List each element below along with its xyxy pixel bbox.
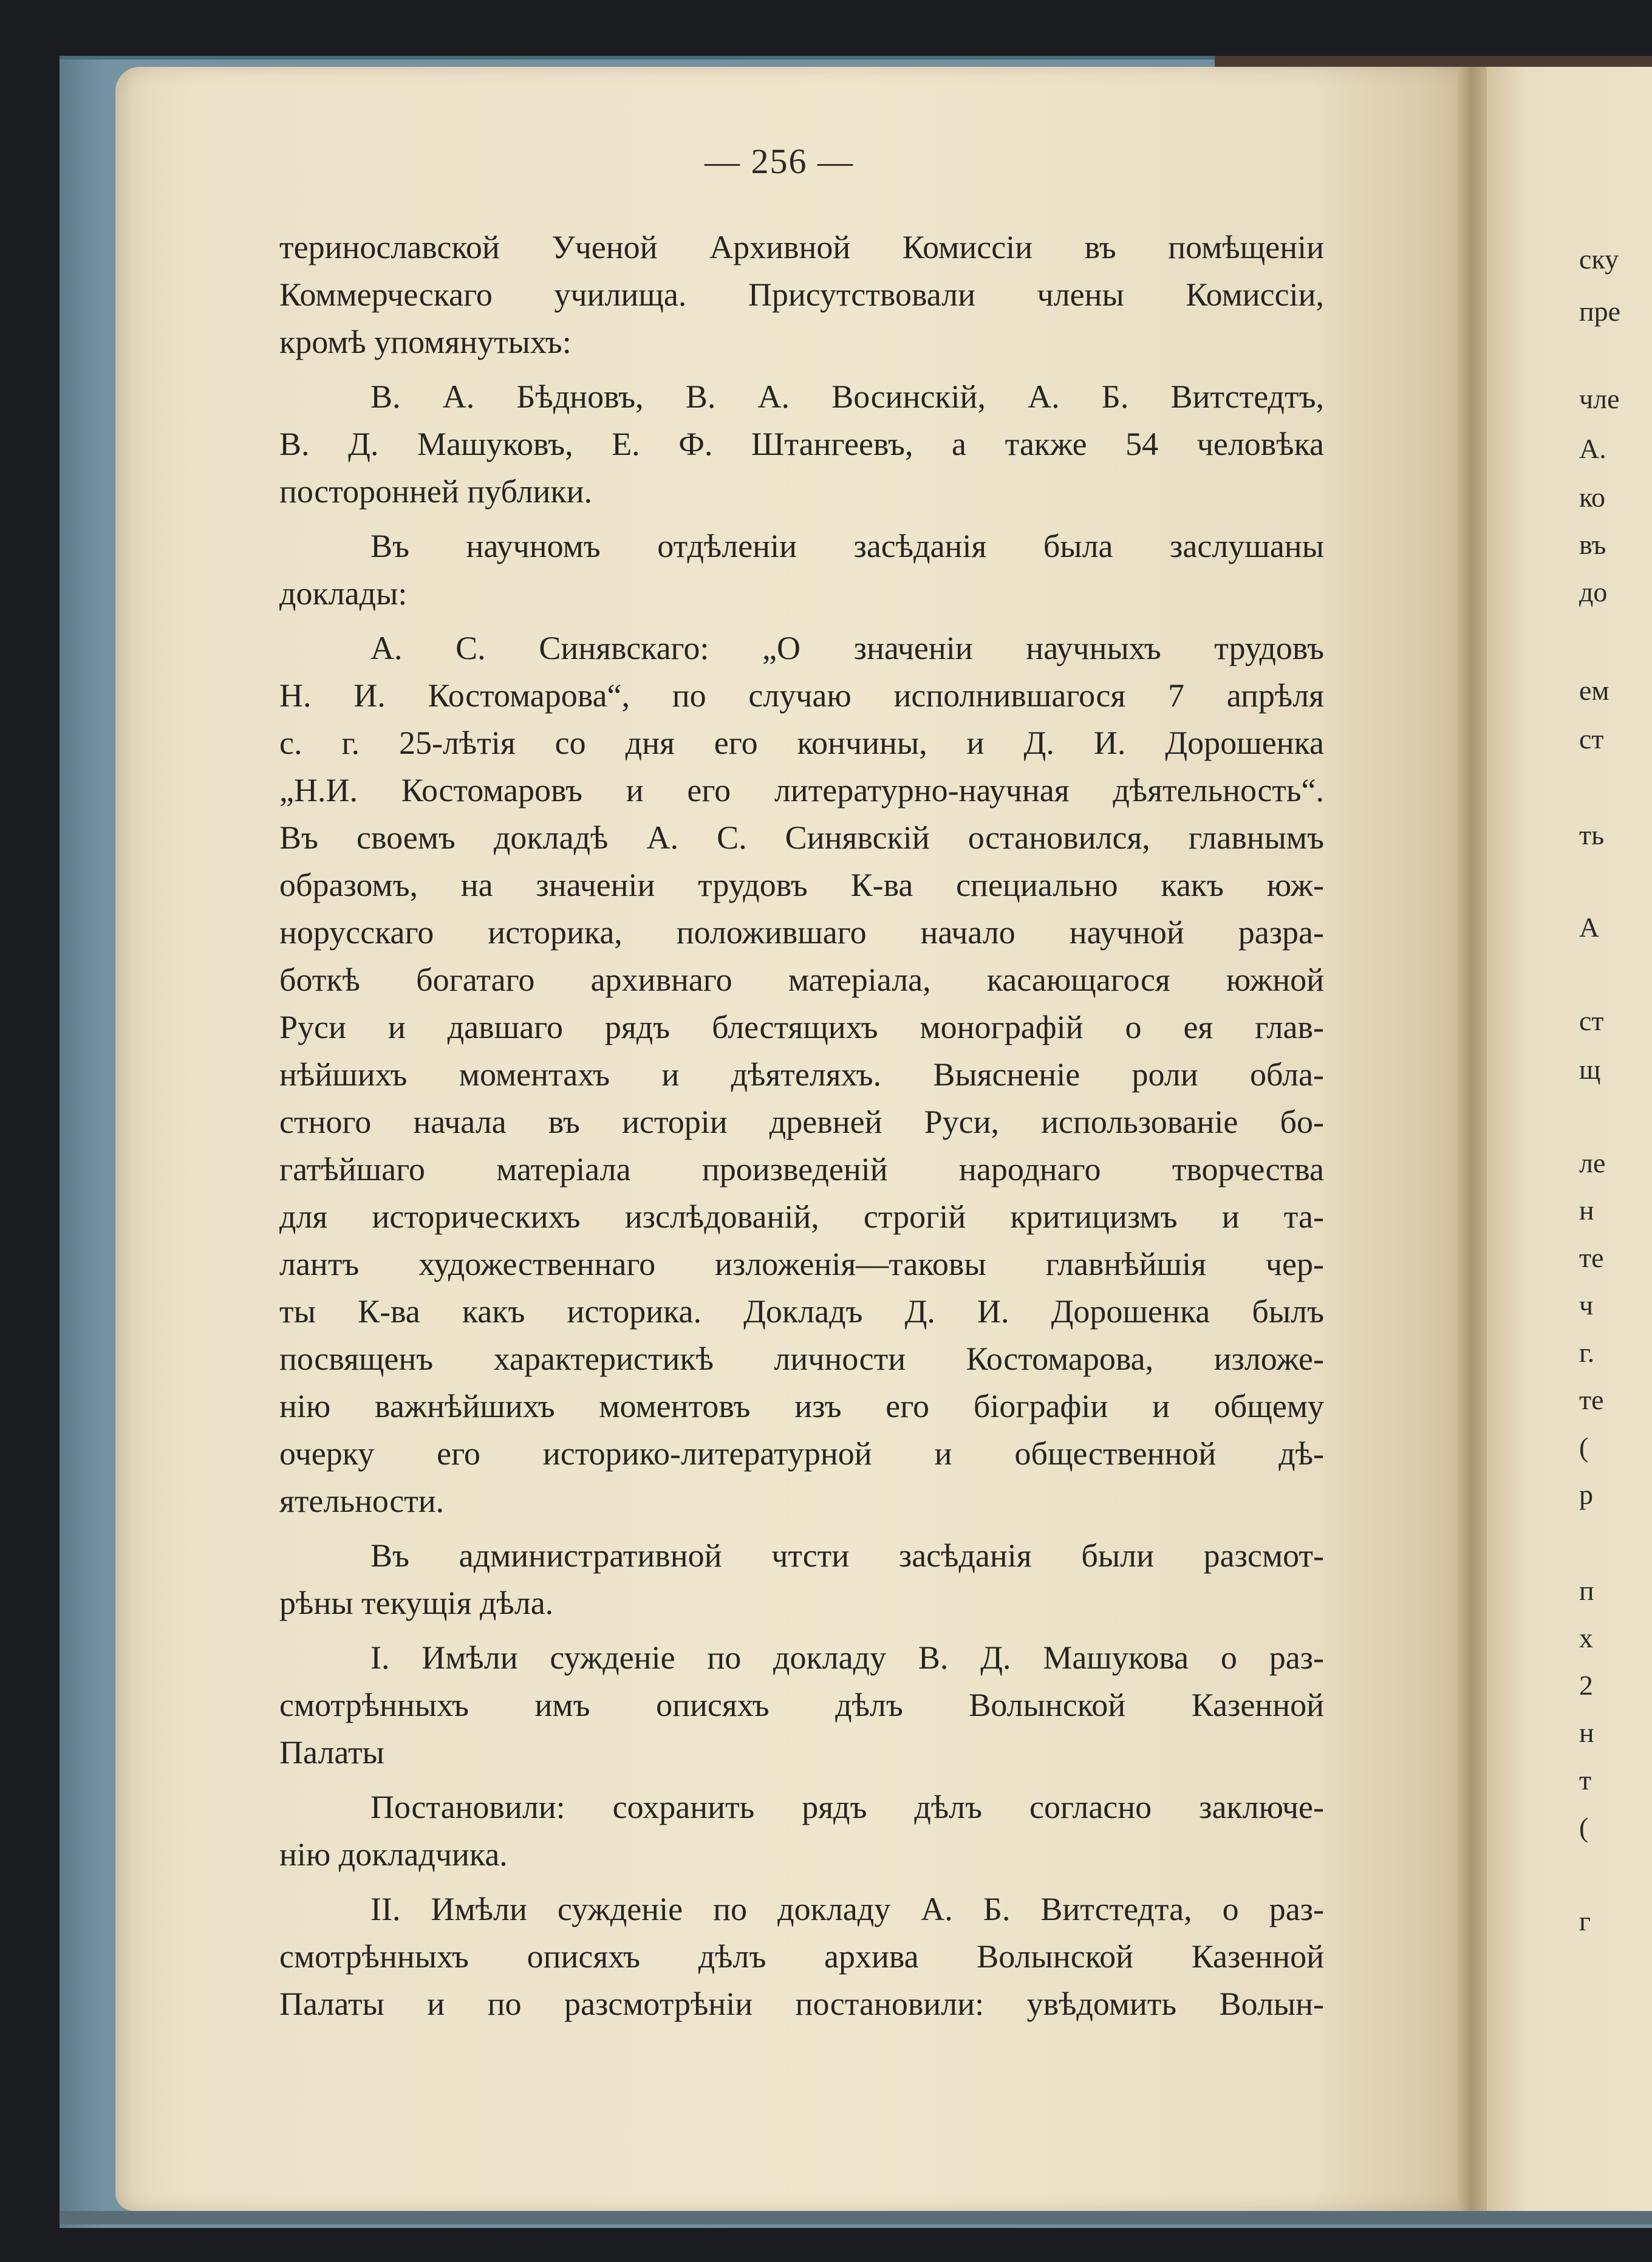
text-line: Палаты [279, 1734, 384, 1771]
right-page-fragment: ко [1579, 482, 1606, 513]
text-line: Въ административной чтсти засѣданiя были разсмот- [370, 1537, 1324, 1574]
text-line: лантъ художественнаго изложенiя—таковы главнѣйшiя чер- [279, 1246, 1324, 1282]
text-line: Н. И. Костомарова“, по случаю исполнившагося 7 апрѣля [279, 677, 1324, 714]
right-page-fragment: ст [1579, 1005, 1604, 1036]
right-page-fragment: ле [1579, 1147, 1606, 1178]
text-line: образомъ, на значенiи трудовъ К-ва специально какъ юж- [279, 867, 1324, 903]
text-line: II. Имѣли сужденiе по докладу А. Б. Витстедта, о раз- [370, 1891, 1324, 1927]
page-body-text [279, 224, 1324, 2028]
right-page-fragment: те [1579, 1242, 1604, 1273]
book-bottom-edge [60, 2211, 1652, 2224]
right-page-text-fragments [1579, 0, 1652, 2262]
right-page-fragment: ст [1579, 723, 1604, 754]
right-page-fragment: р [1579, 1479, 1593, 1510]
text-line: „Н.И. Костомаровъ и его литературно-научная дѣятельность“. [279, 772, 1324, 808]
text-line: Въ научномъ отдѣленiи засѣданiя была заслушаны [370, 528, 1324, 564]
right-page-fragment: н [1579, 1195, 1594, 1226]
right-page-fragment: н [1579, 1717, 1594, 1748]
right-page-fragment: А. [1579, 433, 1606, 464]
right-page-fragment: г [1579, 1905, 1591, 1936]
text-line: стного начала въ исторiи древней Руси, использованiе бо- [279, 1104, 1324, 1140]
text-line: смотрѣнныхъ имъ описяхъ дѣлъ Волынской Казенной [279, 1687, 1324, 1723]
text-line: нѣйшихъ моментахъ и дѣятеляхъ. Выясненiе роли обла- [279, 1056, 1324, 1093]
text-line: с. г. 25-лѣтiя со дня его кончины, и Д. И. Дорошенка [279, 725, 1324, 761]
right-page-fragment: пре [1579, 296, 1621, 327]
text-line: норусскаго историка, положившаго начало научной разра- [279, 914, 1324, 951]
text-line: I. Имѣли сужденiе по докладу В. Д. Машукова о раз- [370, 1639, 1324, 1676]
text-line: В. Д. Машуковъ, Е. Ф. Штангеевъ, а также 54 человѣка [279, 426, 1324, 462]
text-line: нiю важнѣйшихъ моментовъ изъ его бiографiи и общему [279, 1388, 1324, 1424]
right-page-fragment: х [1579, 1622, 1593, 1653]
text-line: гатѣйшаго матерiала произведенiй народнаго творчества [279, 1151, 1324, 1187]
text-line: Руси и давшаго рядъ блестящихъ монографiй о ея глав- [279, 1009, 1324, 1045]
text-line: смотрѣнныхъ описяхъ дѣлъ архива Волынской Казенной [279, 1938, 1324, 1975]
right-page-fragment: щ [1579, 1054, 1601, 1085]
right-page-fragment: ть [1579, 819, 1605, 850]
text-line: ты К-ва какъ историка. Докладъ Д. И. Дорошенка былъ [279, 1293, 1324, 1330]
text-line: Въ своемъ докладѣ А. С. Синявскiй остановился, главнымъ [279, 819, 1324, 856]
text-line: посвященъ характеристикѣ личности Костомарова, изложе- [279, 1341, 1324, 1377]
right-page-fragment: ску [1579, 244, 1619, 275]
text-line: Коммерческаго училища. Присутствовали члены Комиссiи, [279, 276, 1324, 313]
text-line: нiю докладчика. [279, 1836, 508, 1873]
right-page-fragment: ч [1579, 1290, 1594, 1321]
right-page-fragment: г. [1579, 1337, 1595, 1368]
text-line: Палаты и по разсмотрѣнiи постановили: увѣдомить Волын- [279, 1986, 1324, 2022]
text-line: боткѣ богатаго архивнаго матерiала, касающагося южной [279, 962, 1324, 998]
text-line: ятельности. [279, 1483, 445, 1519]
text-line: посторонней публики. [279, 473, 593, 510]
right-page-fragment: ем [1579, 675, 1609, 706]
text-line: рѣны текущiя дѣла. [279, 1585, 554, 1621]
text-line: териноcлавской Ученой Архивной Комиссiи въ помѣщенiи [279, 229, 1324, 265]
text-line: доклады: [279, 575, 408, 612]
text-line: для историческихъ изслѣдованiй, строгiй критицизмъ и та- [279, 1198, 1324, 1235]
right-page-fragment: т [1579, 1765, 1592, 1796]
right-page-fragment: п [1579, 1575, 1594, 1606]
text-line: В. А. Бѣдновъ, В. А. Восинскiй, А. Б. Витстедтъ, [370, 378, 1324, 415]
page-number: — 256 — [705, 142, 854, 181]
right-page-fragment: въ [1579, 529, 1606, 560]
text-line: Постановили: сохранить рядъ дѣлъ согласно заключе- [370, 1789, 1324, 1825]
right-page-fragment: те [1579, 1384, 1604, 1415]
page-gutter [1458, 67, 1488, 2211]
right-page-fragment: ( [1579, 1812, 1589, 1843]
right-page-fragment: чле [1579, 383, 1620, 414]
right-page-fragment: до [1579, 576, 1608, 607]
text-line: очерку его историко-литературной и общественной дѣ- [279, 1435, 1324, 1472]
text-line: кромѣ упомянутыхъ: [279, 324, 572, 360]
right-page-fragment: 2 [1579, 1670, 1593, 1701]
right-page-fragment: А [1579, 912, 1600, 943]
text-line: А. С. Синявскаго: „О значенiи научныхъ трудовъ [370, 630, 1324, 666]
right-page-fragment: ( [1579, 1432, 1589, 1463]
